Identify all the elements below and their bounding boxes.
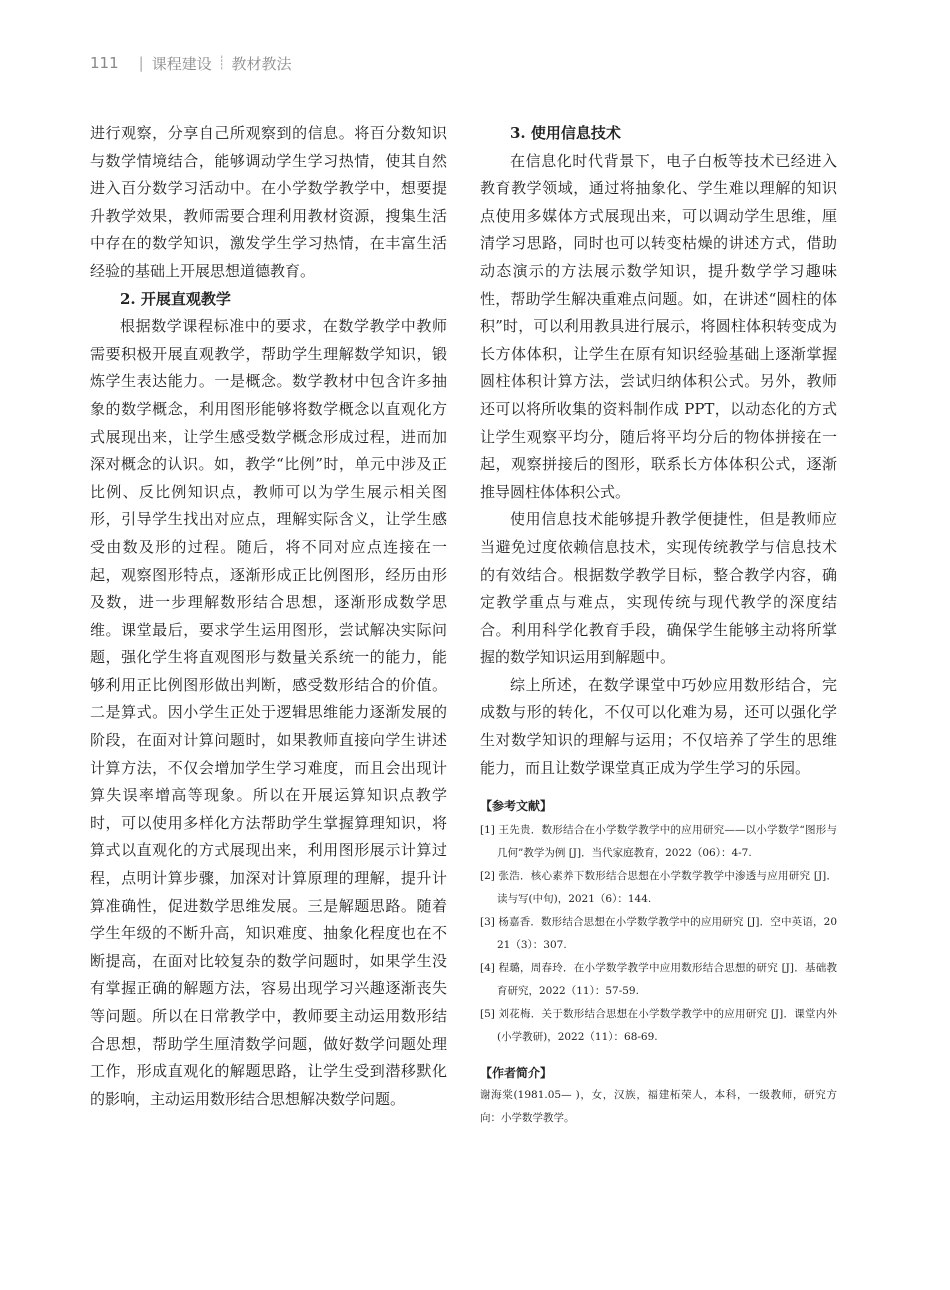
author-bio: 谢海棠(1981.05— )，女，汉族，福建柘荣人，本科，一级教师，研究方向：小学数学教学。 [480,1089,837,1125]
references-title: 【参考文献】 [480,799,553,814]
paragraph-info-tech: 在信息化时代背景下，电子白板等技术已经进入教育教学领域，通过将抽象化、学生难以理解的知识点使用多媒体方式展现出来，可以调动学生思维，厘清学习思路，同时也可以转变枯燥的讲述方式，借助动态演示的方法展示数学知识，提升数学学习趣味性，帮助学生解决重难点问题。如，在讲述“圆柱的体积”时，可以利用教具进行展示，将圆柱体积转变成为长方体体积，让学生在原有知识经验基础上逐渐掌握圆柱体积计算方法，尝试归纳体积公式。另外，教师还可以将所收集的资料制作成 PPT，以动态化的方式让学生观察平均分，随后将平均分后的物体拼接在一起，观察拼接后的图形，联系长方体体积公式，逐渐推导圆柱体体积公式。 [480,151,837,501]
paragraph-continuation: 进行观察，分享自己所观察到的信息。将百分数知识与数学情境结合，能够调动学生学习热情，使其自然进入百分数学习活动中。在小学数学教学中，想要提升教学效果，教师需要合理利用教材资源，搜集生活中存在的数学知识，激发学生学习热情，在丰富生活经验的基础上开展思想道德教育。 [90,124,447,280]
spacer [480,782,837,795]
page-number: 111 [90,54,119,72]
reference-item: [2] 张浩．核心素养下数形结合思想在小学数学教学中渗透与应用研究 [J]．读与写(中旬)，2021（6）：144. [480,870,837,906]
reference-item: [1] 王先贵．数形结合在小学数学教学中的应用研究——以小学数学“图形与几何”教学为例 [J]．当代家庭教育，2022（06）：4-7. [480,824,837,860]
subheading-direct-teaching: 2. 开展直观教学 [120,289,231,308]
right-column [480,120,837,1130]
header-dotted-divider: ┊ [217,55,226,71]
header-section: 课程建设 [151,54,212,73]
spacer [480,1049,837,1062]
paragraph-info-tech-balance: 使用信息技术能够提升教学便捷性，但是教师应当避免过度依赖信息技术，实现传统教学与信息技术的有效结合。根据数学教学目标，整合教学内容，确定教学重点与难点，实现传统与现代教学的深度结合。利用科学化教育手段，确保学生能够主动将所掌握的数学知识运用到解题中。 [480,510,837,667]
reference-item: [4] 程璐，周春玲．在小学数学教学中应用数形结合思想的研究 [J]．基础教育研究，2022（11）：57-59. [480,962,837,998]
header-subsection: 教材教法 [231,54,292,73]
running-header [90,50,292,76]
reference-item: [3] 杨嘉香．数形结合思想在小学数学教学中的应用研究 [J]．空中英语，2021（3）：307. [480,916,837,952]
subheading-info-tech: 3. 使用信息技术 [510,124,621,142]
paragraph-direct-teaching: 根据数学课程标准中的要求，在数学教学中教师需要积极开展直观教学，帮助学生理解数学知识，锻炼学生表达能力。一是概念。数学教材中包含许多抽象的数学概念，利用图形能够将数学概念以直观化方式展现出来，让学生感受数学概念形成过程，进而加深对概念的认识。如，教学“比例”时，单元中涉及正比例、反比例知识点，教师可以为学生展示相关图形，引导学生找出对应点，理解实际含义，让学生感受由数及形的过程。随后，将不同对应点连接在一起，观察图形特点，逐渐形成正比例图形，经历由形及数，进一步理解数形结合思想，逐渐形成数学思维。课堂最后，要求学生运用图形，尝试解决实际问题，强化学生将直观图形与数量关系统一的能力，能够利用正比例图形做出判断，感受数形结合的价值。二是算式。因小学生正处于逻辑思维能力逐渐发展的阶段，在面对计算问题时，如果教师直接向学生讲述计算方法，不仅会增加学生学习难度，而且会出现计算失误率增高等现象。所以在开展运算知识点教学时，可以使用多样化方法帮助学生掌握算理知识，将算式以直观化的方式展现出来，利用图形展示计算过程，点明计算步骤，加深对计算原理的理解，提升计算准确性，促进数学思维发展。三是解题思路。随着学生年级的不断升高，知识难度、抽象化程度也在不断提高，在面对比较复杂的数学问题时，如果学生没有掌握正确的解题方法，容易出现学习兴趣逐渐丧失等问题。所以在日常教学中，教师要主动运用数形结合思想，帮助学生厘清数学问题，做好数学问题处理工作，形成直观化的解题思路，让学生受到潜移默化的影响，主动运用数形结合思想解决数学问题。 [90,317,447,1108]
header-divider: | [138,54,144,72]
left-column [90,120,447,1113]
reference-list [480,819,837,1049]
paragraph-conclusion: 综上所述，在数学课堂中巧妙应用数形结合，完成数与形的转化，不仅可以化难为易，还可以强化学生对数学知识的理解与运用；不仅培养了学生的思维能力，而且让数学课堂真正成为学生学习的乐园。 [480,675,837,777]
author-bio-title: 【作者简介】 [480,1066,553,1081]
reference-item: [5] 刘花梅．关于数形结合思想在小学数学教学中的应用研究 [J]．课堂内外(小学教研)，2022（11）：68-69. [480,1008,837,1044]
